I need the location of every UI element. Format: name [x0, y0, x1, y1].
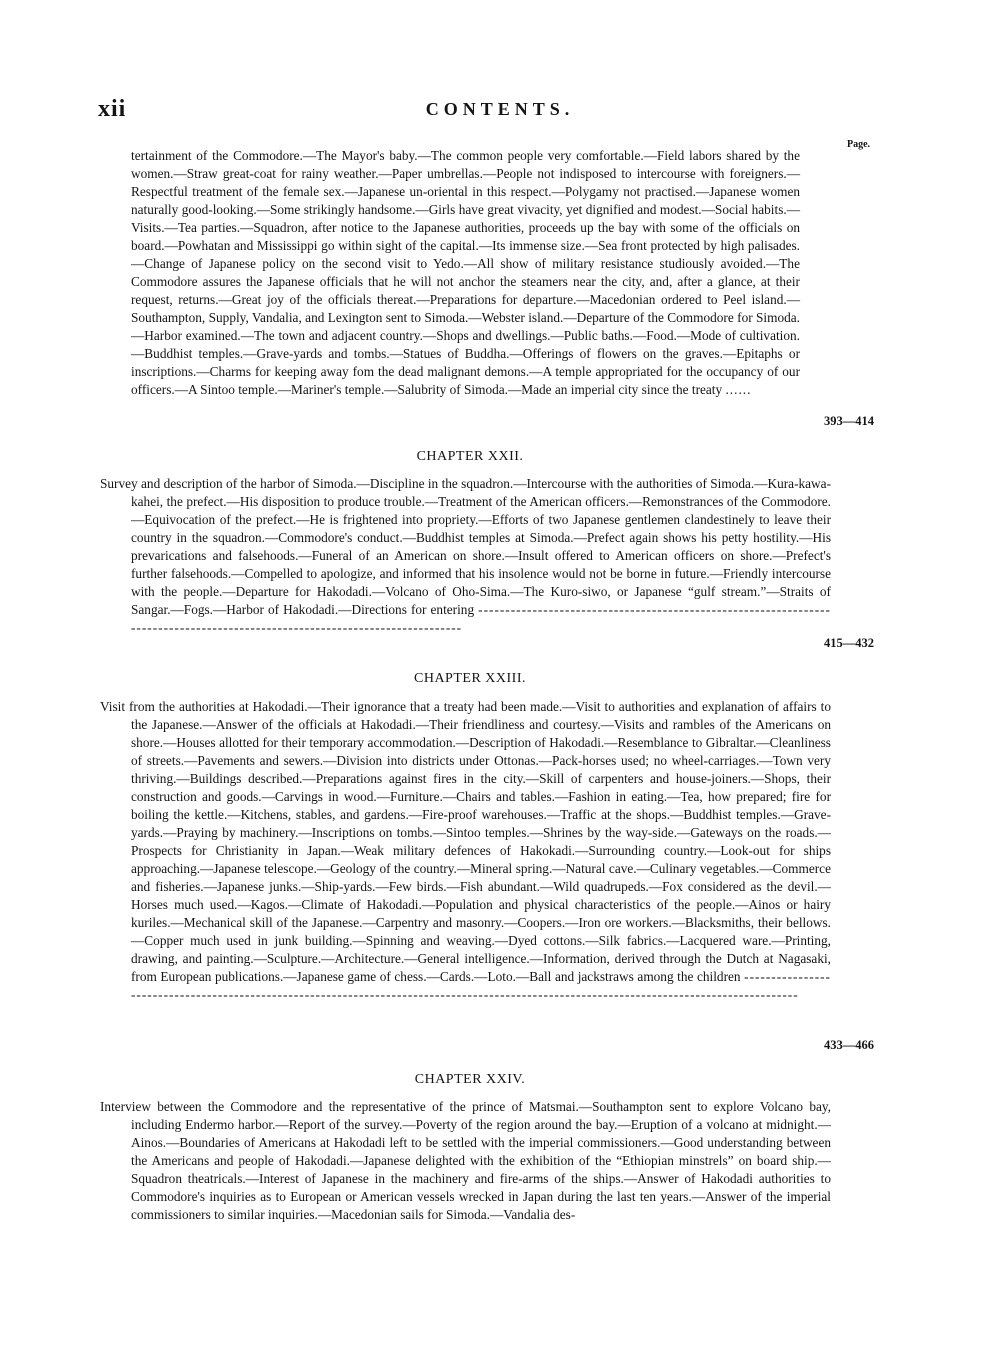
- contents-entry: [100, 1098, 831, 1242]
- page-column-label: Page.: [847, 139, 871, 150]
- entry-summary: Visit from the authorities at Hakodadi.—Their ignorance that a treaty had been made.—Visit to authorities and explanation of affairs to the Japanese.—Answer of the officials at Hakodadi.—Their friendliness and courtesy.—Visits and rambles of the Americans on shore.—Houses allotted for their temporary accommodation.—Description of Hakodadi.—Resemblance to Gibraltar.—Cleanliness of streets.—Pavements and sewers.—Division into districts under Ottonas.—Pack-horses used; no wheel-carriages.—Town very thriving.—Buildings described.—Preparations against fires in the city.—Skill of carpenters and house-joiners.—Shops, their construction and goods.—Carvings in wood.—Furniture.—Chairs and tables.—Fashion in eating.—Tea, how prepared; fire for boiling the kettle.—Kitchens, stables, and gardens.—Fire-proof warehouses.—Traffic at the shops.—Buddhist temples.—Grave-yards.—Praying by machinery.—Inscriptions on tombs.—Sintoo temples.—Shrines by the way-side.—Gateways on the roads.—Prospects for Christianity in Japan.—Weak military defences of Hakokadi.—Surrounding country.—Look-out for ships approaching.—Japanese telescope.—Geology of the country.—Mineral spring.—Natural cave.—Culinary vegetables.—Commerce and fisheries.—Japanese junks.—Ship-yards.—Few birds.—Fish abundant.—Wild quadrupeds.—Fox considered as the devil.—Horses much used.—Kagos.—Climate of Hakodadi.—Population and physical characteristics of the people.—Ainos or hairy kuriles.—Mechanical skill of the Japanese.—Carpentry and masonry.—Coopers.—Iron ore workers.—Blacksmiths, their bellows.—Copper much used in junk building.—Spinning and weaving.—Dyed cottons.—Silk fabrics.—Lacquered ware.—Printing, drawing, and painting.—Sculpture.—Architecture.—General intelligence.—Information, derived through the Dutch at Nagasaki, from European publications.—Japanese game of chess.—Cards.—Loto.—Ball and jackstraws among the children: [100, 699, 831, 984]
- entry-summary: Interview between the Commodore and the representative of the prince of Matsmai.—Southampton sent to explore Volcano bay, including Endermo harbor.—Report of the survey.—Poverty of the region around the bay.—Eruption of a volcano at midnight.—Ainos.—Boundaries of Americans at Hakodadi left to be settled with the imperial commissioners.—Good understanding between the Americans and people of Hakodadi.—Japanese delighted with the exhibition of the “Ethiopian minstrels” on board ship.—Squadron theatricals.—Interest of Japanese in the machinery and fire-arms of the ships.—Answer of Hakodadi authorities to Commodore's inquiries as to European or American vessels wrecked in Japan during the last ten years.—Answer of the imperial commissioners to similar inquiries.—Macedonian sails for Simoda.—Vandalia des-: [100, 1099, 831, 1222]
- entry-summary: tertainment of the Commodore.—The Mayor's baby.—The common people very comfortable.—Field labors shared by the women.—Straw great-coat for rainy weather.—Paper umbrellas.—People not indisposed to intercourse with foreigners.—Respectful treatment of the female sex.—Japanese un-oriental in this respect.—Polygamy not practised.—Japanese women naturally good-looking.—Some strikingly handsome.—Girls have great vivacity, yet dignified and modest.—Social habits.—Visits.—Tea parties.—Squadron, after notice to the Japanese authorities, proceeds up the bay with some of the officials on board.—Powhatan and Mississippi go within sight of the capital.—Its immense size.—Sea front protected by high palisades.—Change of Japanese policy on the second visit to Yedo.—All show of military resistance studiously avoided.—The Commodore assures the Japanese officials that he will not anchor the steamers near the city, and, after a glance, at their request, returns.—Great joy of the officials thereat.—Preparations for departure.—Macedonian ordered to Peel island.—Southampton, Supply, Vandalia, and Lexington sent to Simoda.—Webster island.—Departure of the Commodore for Simoda.—Harbor examined.—The town and adjacent country.—Shops and dwellings.—Public baths.—Food.—Mode of cultivation. —Buddhist temples.—Grave-yards and tombs.—Statues of Buddha.—Offerings of flowers on the graves.—Epitaphs or inscriptions.—Charms for keeping away fom the dead malignant demons.—A temple appropriated for the occupancy of our officers.—A Sintoo temple.—Mariner's temple.—Salubrity of Simoda.—Made an imperial city since the treaty: [131, 148, 800, 397]
- chapter-heading: CHAPTER XXIII.: [414, 671, 526, 686]
- entry-summary: Survey and description of the harbor of Simoda.—Discipline in the squadron.—Intercourse with the authorities of Simoda.—Kura-kawa-kahei, the prefect.—His disposition to produce trouble.—Treatment of the American officers.—Remonstrances of the Commodore.—Equivocation of the prefect.—He is frightened into propriety.—Efforts of two Japanese gentlemen clandestinely to leave their country in the squadron.—Commodore's conduct.—Buddhist temples at Simoda.—Prefect again shows his petty hostility.—His prevarications and falsehoods.—Funeral of an American on shore.—Insult offered to American officers on shore.—Prefect's further falsehoods.—Compelled to apologize, and informed that his insolence would not be borne in future.—Friendly intercourse with the people.—Departure for Hakodadi.—Volcano of Oho-Sima.—The Kuro-siwo, or Japanese “gulf stream.”—Straits of Sangar.—Fogs.—Harbor of Hakodadi.—Directions for entering: [100, 476, 831, 617]
- dot-leader: -------------------------------------------------------------------------------------------------------------------------------------------: [131, 969, 831, 1002]
- chapter-heading: CHAPTER XXIV.: [414, 1072, 526, 1087]
- chapter-heading: CHAPTER XXII.: [416, 449, 524, 464]
- running-head: [0, 96, 1000, 126]
- page-folio: xii: [98, 96, 127, 122]
- running-head-title: CONTENTS.: [425, 99, 575, 119]
- page-range: 415—432: [824, 636, 874, 650]
- page-range: 393—414: [824, 414, 874, 428]
- dot-leader: ......: [725, 382, 752, 397]
- contents-entry: [100, 698, 831, 1058]
- page-range: 433—466: [824, 1038, 874, 1052]
- contents-entry: [100, 475, 831, 655]
- contents-entry: [100, 147, 800, 437]
- dot-leader: ------------------------------------------------------------------------------------------------------------------------------: [131, 602, 831, 635]
